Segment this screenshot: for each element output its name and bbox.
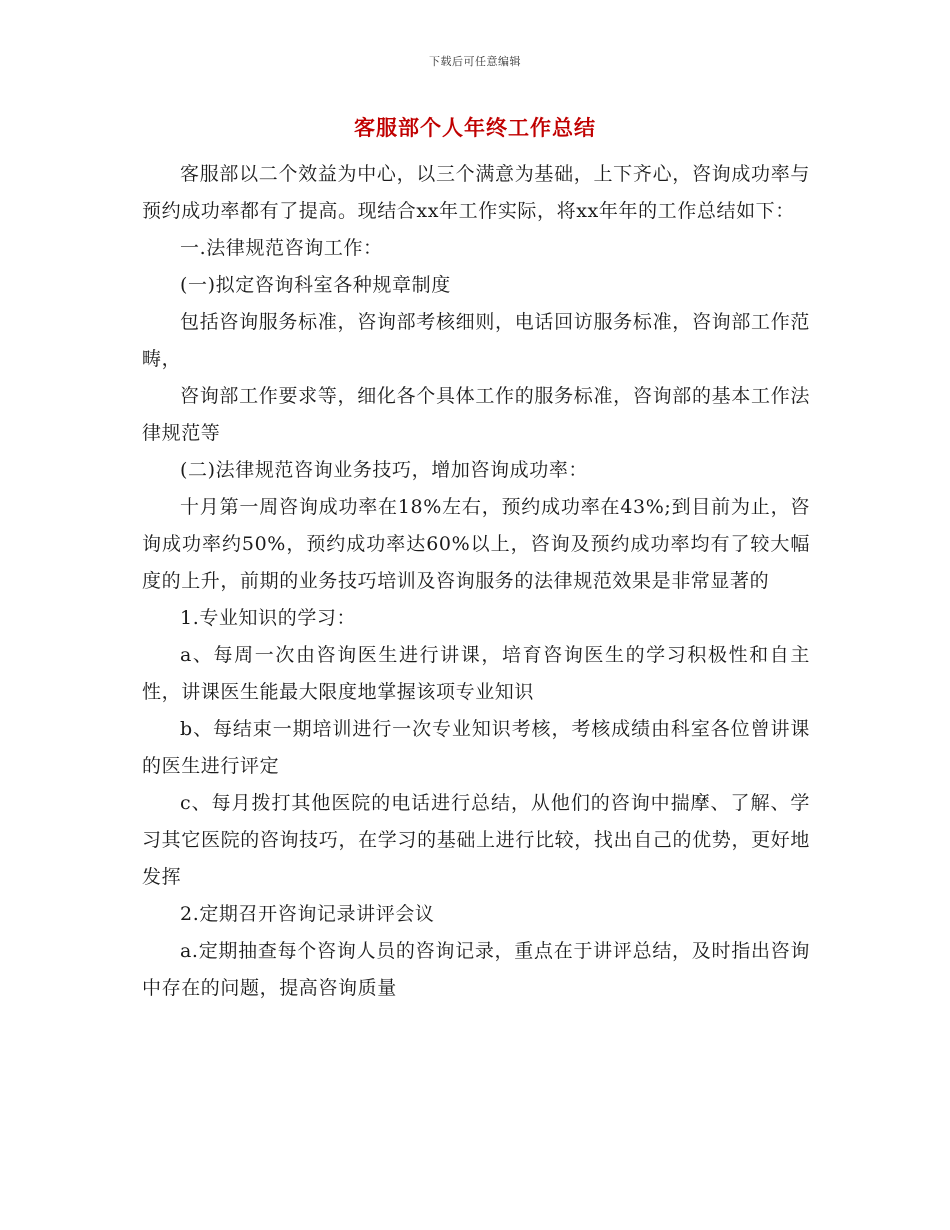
- paragraph: 一.法律规范咨询工作：: [180, 237, 383, 259]
- paragraph: a.定期抽查每个咨询人员的咨询记录，重点在于讲评总结，及时指出咨询中存在的问题，提高咨询质量: [142, 940, 810, 999]
- paragraph: 十月第一周咨询成功率在18%左右，预约成功率在43%;到目前为止，咨询成功率约50%，预约成功率达60%以上，咨询及预约成功率均有了较大幅度的上升，前期的业务技巧培训及咨询服务的法律规范效果是非常显著的: [142, 496, 810, 592]
- paragraph: 咨询部工作要求等，细化各个具体工作的服务标准，咨询部的基本工作法律规范等: [142, 385, 810, 444]
- paragraph: a、每周一次由咨询医生进行讲课，培育咨询医生的学习积极性和自主性，讲课医生能最大限度地掌握该项专业知识: [142, 644, 810, 703]
- paragraph: 客服部以二个效益为中心，以三个满意为基础，上下齐心，咨询成功率与预约成功率都有了提高。现结合xx年工作实际，将xx年年的工作总结如下：: [142, 163, 810, 222]
- header-note: 下载后可任意编辑: [429, 55, 521, 68]
- document-title: 客服部个人年终工作总结: [354, 115, 596, 140]
- paragraph: 1.专业知识的学习：: [180, 607, 357, 629]
- document-body: [142, 156, 810, 1007]
- paragraph: (二)法律规范咨询业务技巧，增加咨询成功率：: [180, 459, 589, 481]
- paragraph: b、每结束一期培训进行一次专业知识考核，考核成绩由科室各位曾讲课的医生进行评定: [142, 718, 810, 777]
- paragraph: 包括咨询服务标准，咨询部考核细则，电话回访服务标准，咨询部工作范畴，: [142, 311, 810, 370]
- paragraph: (一)拟定咨询科室各种规章制度: [180, 274, 451, 296]
- paragraph: 2.定期召开咨询记录讲评会议: [180, 903, 435, 925]
- paragraph: c、每月拨打其他医院的电话进行总结，从他们的咨询中揣摩、了解、学习其它医院的咨询技巧，在学习的基础上进行比较，找出自己的优势，更好地发挥: [142, 792, 810, 888]
